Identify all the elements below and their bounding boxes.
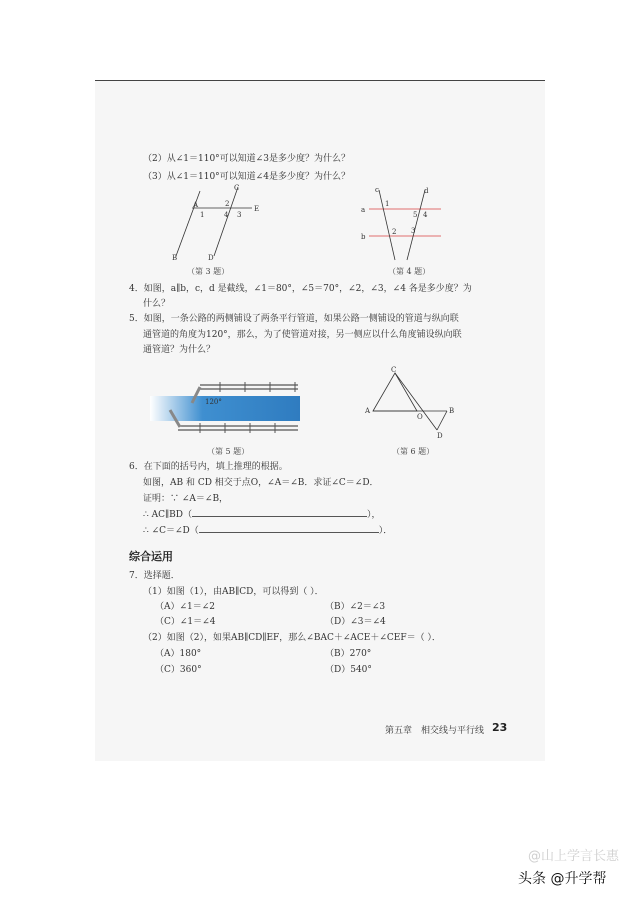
angle-3: 3 — [411, 227, 416, 235]
q6-line4-start: ∴ AC∥BD（ — [143, 510, 192, 520]
q4-line1: 4．如图，a∥b，c，d 是截线，∠1＝80°，∠5＝70°，∠2，∠3，∠4 各是多少度？为 — [129, 284, 472, 294]
figure-q6 — [365, 366, 465, 446]
label-A: A — [193, 201, 199, 209]
label-A: A — [365, 407, 371, 415]
watermark-faint: @山上学言长惠 — [528, 849, 620, 864]
angle-3: 3 — [237, 211, 242, 219]
figure-q5 — [150, 376, 305, 441]
q7-2-option-b: （B）270° — [325, 649, 372, 659]
page-number: 23 — [492, 721, 508, 734]
angle-1: 1 — [385, 200, 390, 208]
label-C: C — [234, 184, 240, 192]
textbook-page — [95, 80, 545, 761]
q5-line2: 通管道的角度为120°，那么，为了使管道对接，另一侧应以什么角度铺设纵向联 — [143, 330, 462, 340]
q6-line5 — [143, 525, 392, 537]
angle-4: 4 — [423, 211, 428, 219]
q7-1-option-d: （D）∠3＝∠4 — [325, 617, 386, 627]
figure-q3 — [170, 184, 270, 264]
label-d: d — [424, 187, 429, 195]
angle-2: 2 — [225, 200, 230, 208]
label-b: b — [361, 233, 366, 241]
caption-fig5: （第 5 题） — [207, 447, 250, 456]
q7-part1: （1）如图（1），由AB∥CD，可以得到（ ）． — [143, 587, 324, 597]
q6-line5-start: ∴ ∠C＝∠D（ — [143, 526, 199, 536]
label-D: D — [437, 432, 443, 440]
label-c: c — [375, 186, 379, 194]
q7-1-option-a: （A）∠1＝∠2 — [155, 602, 216, 612]
figure-q4 — [361, 186, 457, 266]
angle-120: 120° — [205, 398, 222, 406]
angle-2: 2 — [392, 228, 397, 236]
watermark: 头条 @升学帮 — [518, 871, 607, 887]
q4-line2: 什么？ — [143, 299, 171, 309]
q7-part2: （2）如图（2），如果AB∥CD∥EF，那么∠BAC＋∠ACE＋∠CEF＝（ ）． — [143, 633, 441, 643]
q6-line4-end: ）， — [366, 510, 381, 520]
label-O: O — [417, 413, 423, 421]
chapter-footer: 第五章 相交线与平行线 — [385, 726, 485, 736]
q6-line5-end: ）． — [378, 526, 393, 536]
label-C: C — [391, 366, 397, 374]
label-B: B — [449, 407, 455, 415]
q6-line1: 6．在下面的括号内，填上推理的根据。 — [129, 462, 288, 472]
q7-2-option-d: （D）540° — [325, 665, 372, 675]
label-a: a — [361, 206, 366, 214]
caption-fig4: （第 4 题） — [388, 267, 431, 276]
angle-4: 4 — [224, 211, 229, 219]
q3-part2: （2）从∠1＝110°可以知道∠3是多少度？为什么？ — [143, 154, 350, 164]
caption-fig3: （第 3 题） — [187, 267, 230, 276]
q6-line3: 证明：∵ ∠A＝∠B， — [143, 494, 229, 504]
q7-2-option-c: （C）360° — [155, 665, 202, 675]
q7-title: 7．选择题． — [129, 571, 180, 581]
label-B: B — [172, 254, 178, 262]
section-heading: 综合运用 — [129, 550, 173, 563]
q7-1-option-c: （C）∠1＝∠4 — [155, 617, 216, 627]
answer-blank-2[interactable] — [199, 532, 379, 533]
angle-5: 5 — [413, 211, 418, 219]
q7-2-option-a: （A）180° — [155, 649, 202, 659]
answer-blank-1[interactable] — [192, 516, 367, 517]
q6-line4 — [143, 509, 380, 521]
q5-line1: 5．如图，一条公路的两侧铺设了两条平行管道，如果公路一侧铺设的管道与纵向联 — [129, 314, 459, 324]
label-E: E — [254, 205, 260, 213]
q6-line2: 如图，AB 和 CD 相交于点O，∠A＝∠B．求证∠C＝∠D． — [143, 478, 379, 488]
caption-fig6: （第 6 题） — [392, 447, 435, 456]
angle-1: 1 — [200, 211, 205, 219]
q5-line3: 通管道？为什么？ — [143, 345, 216, 355]
q3-part3: （3）从∠1＝110°可以知道∠4是多少度？为什么？ — [143, 172, 350, 182]
q7-1-option-b: （B）∠2＝∠3 — [325, 602, 386, 612]
label-D: D — [208, 254, 214, 262]
